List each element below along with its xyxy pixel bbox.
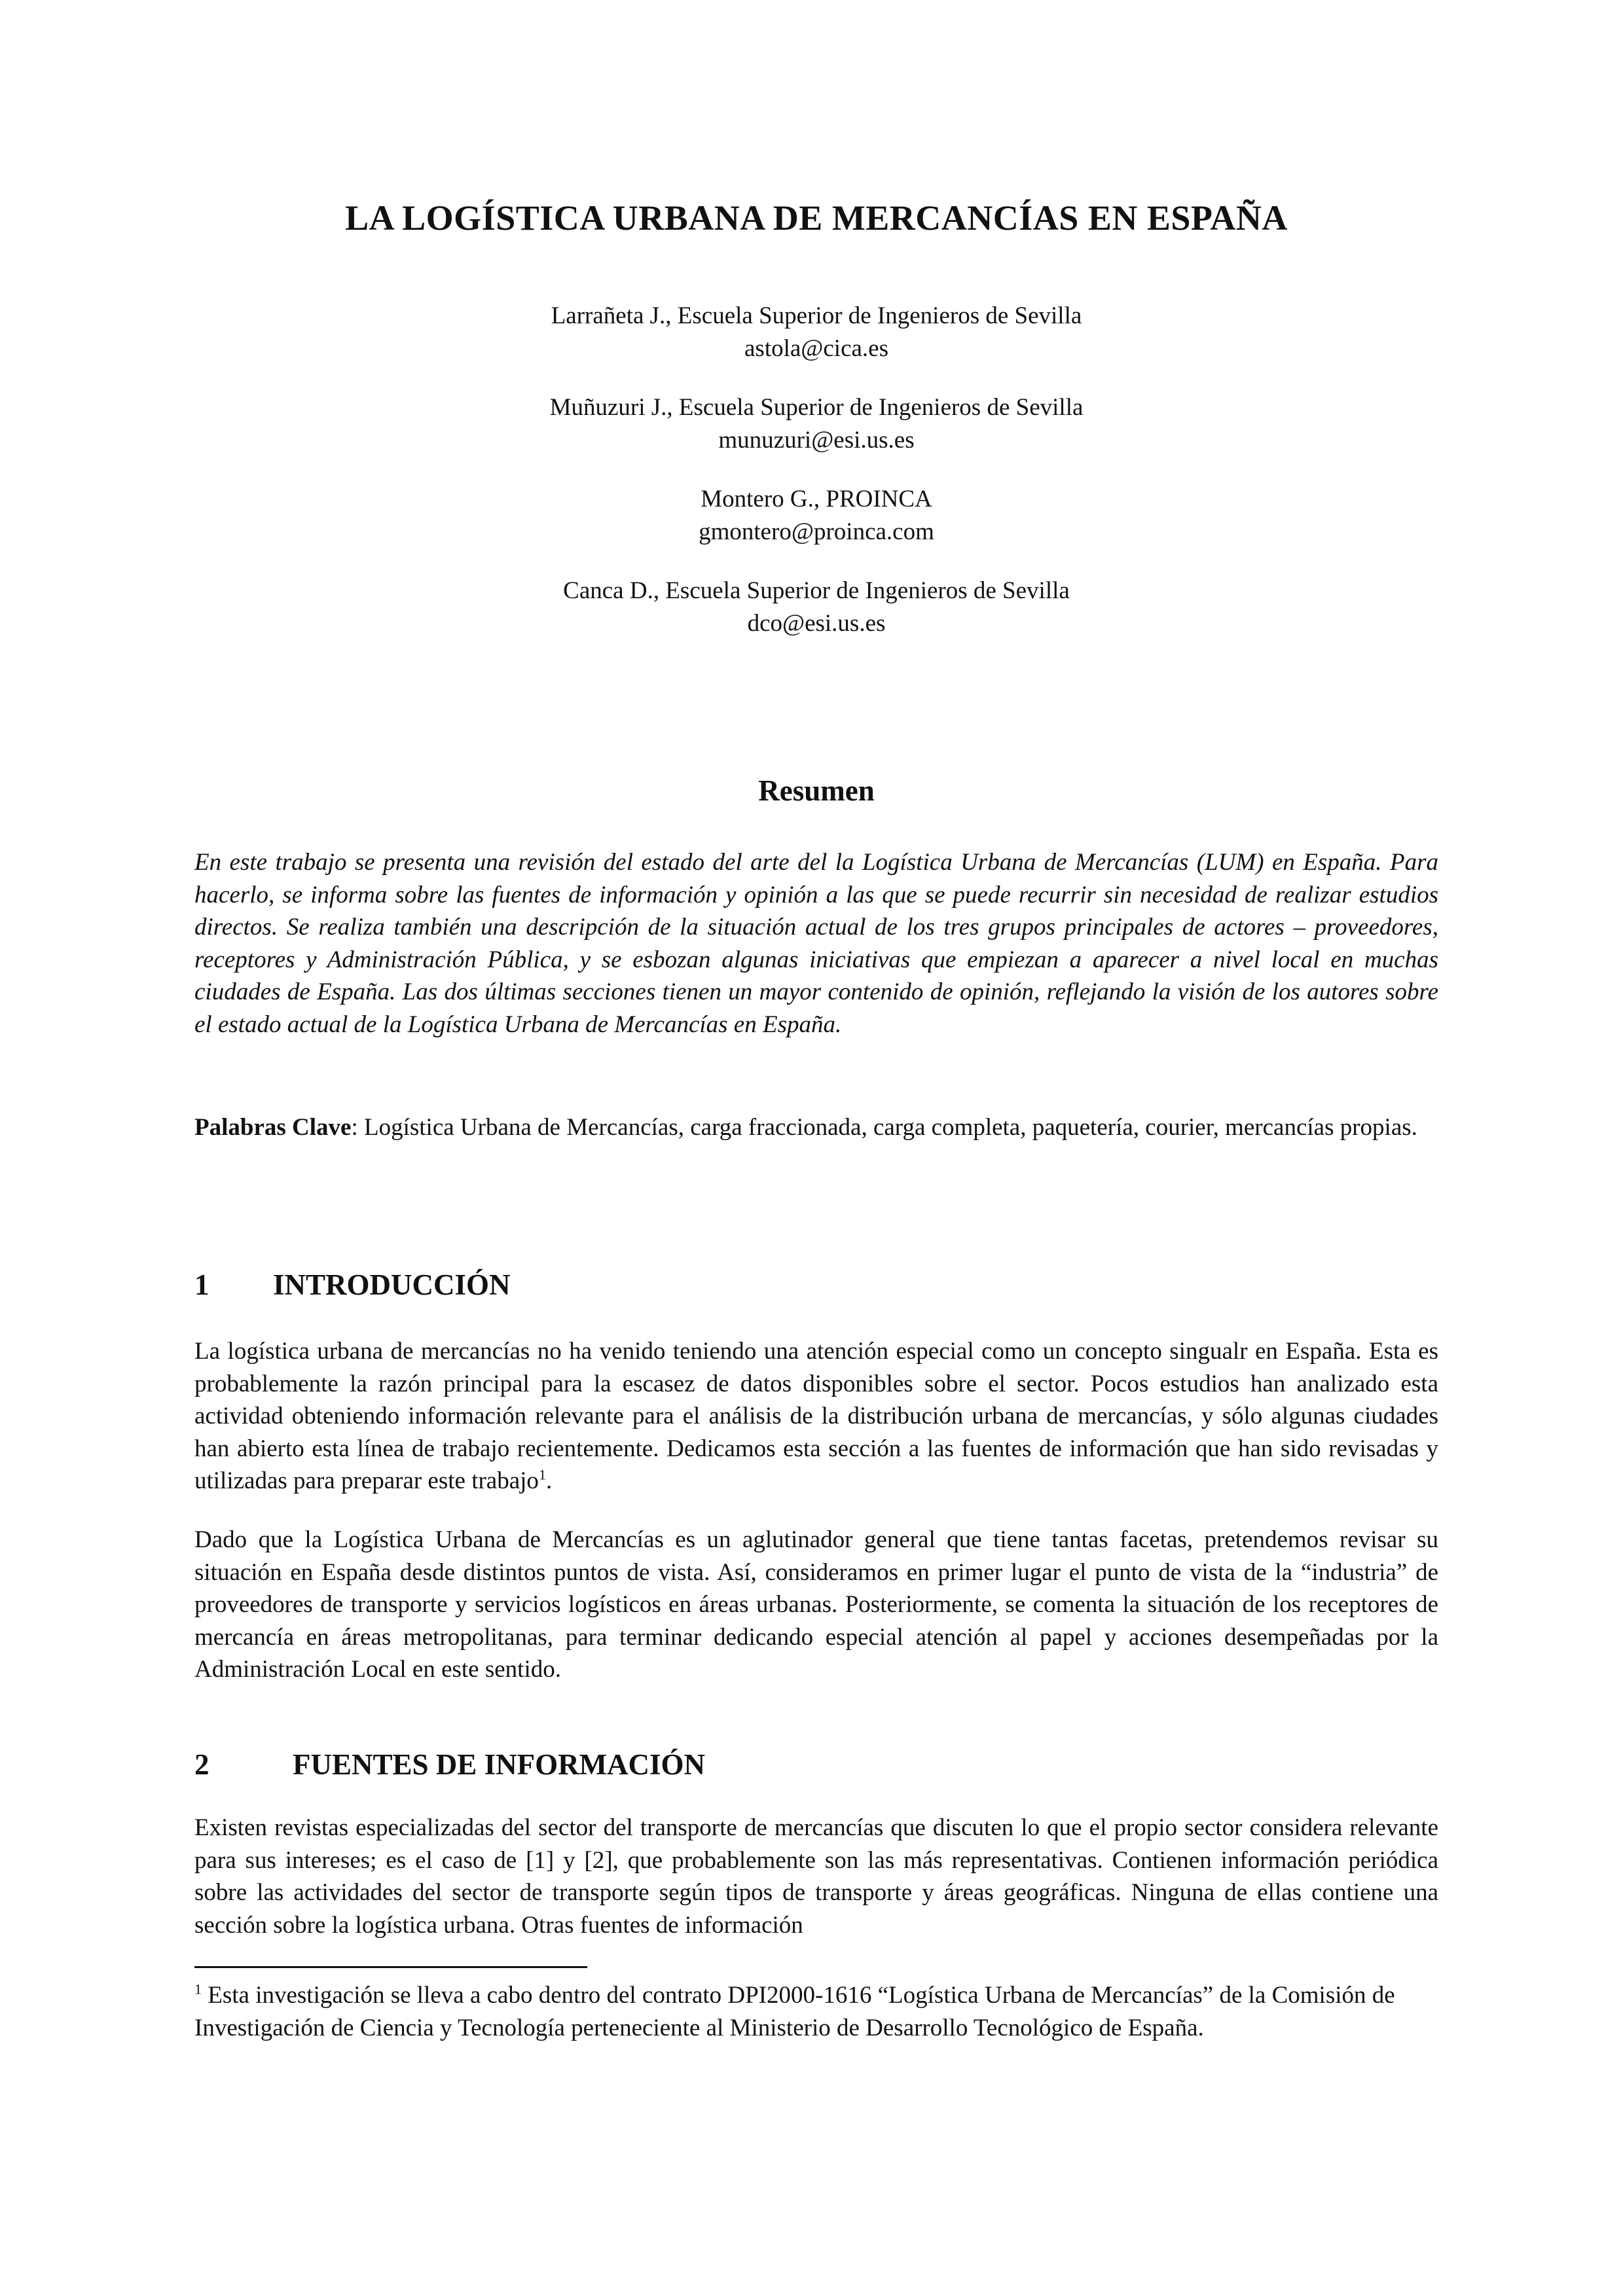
author-entry xyxy=(194,391,1438,457)
paper-title: LA LOGÍSTICA URBANA DE MERCANCÍAS EN ESPAÑA xyxy=(345,198,1288,238)
intro-paragraph-1 xyxy=(194,1335,1438,1498)
author-email: munuzuri@esi.us.es xyxy=(718,427,915,454)
author-affiliation: Muñuzuri J., Escuela Superior de Ingenieros de Sevilla xyxy=(549,394,1084,421)
section-heading-fuentes xyxy=(194,1746,1438,1783)
author-affiliation: Larrañeta J., Escuela Superior de Ingenieros de Sevilla xyxy=(551,302,1082,329)
author-list xyxy=(194,300,1438,666)
keywords-paragraph xyxy=(194,1111,1438,1144)
intro-paragraph-1-text: La logística urbana de mercancías no ha venido teniendo una atención especial como un concepto singualr en España. Esta es probablemente la razón principal para la escasez de datos disponibles sobre el sector. Pocos estudios han analizado esta actividad obteniendo información relevante para el análisis de la distribución urbana de mercancías, y sólo algunas ciudades han abierto esta línea de trabajo recientemente. Dedicamos esta sección a las fuentes de información que han sido revisadas y utilizadas para preparar este trabajo xyxy=(194,1338,1438,1494)
author-entry xyxy=(194,483,1438,548)
section-number: 1 xyxy=(194,1268,210,1301)
footnote-divider xyxy=(194,1966,587,1968)
author-affiliation: Montero G., PROINCA xyxy=(701,486,932,512)
footnote-text: Esta investigación se lleva a cabo dentro del contrato DPI2000-1616 “Logística Urbana de Mercancías” de la Comisión de Investigación de Ciencia y Tecnología perteneciente al Ministerio de Desarrollo Tecnológico de España. xyxy=(194,1982,1395,2041)
keywords-label: Palabras Clave xyxy=(194,1114,352,1141)
section-heading-introduccion xyxy=(194,1266,1438,1303)
footnote-mark: 1 xyxy=(194,1981,202,1998)
author-email: gmontero@proinca.com xyxy=(699,518,934,545)
section-title: FUENTES DE INFORMACIÓN xyxy=(293,1748,706,1781)
abstract-text: En este trabajo se presenta una revisión del estado del arte del la Logística Urbana de Mercancías (LUM) en España. Para hacerlo, se informa sobre las fuentes de información y opinión a las que se puede recurrir sin necesidad de realizar estudios directos. Se realiza también una descripción de la situación actual de los tres grupos principales de actores – proveedores, receptores y Administración Pública, y se esbozan algunas iniciativas que empiezan a aparecer a nivel local en muchas ciudades de España. Las dos últimas secciones tienen un mayor contenido de opinión, reflejando la visión de los autores sobre el estado actual de la Logística Urbana de Mercancías en España. xyxy=(194,849,1438,1038)
keywords-text: : Logística Urbana de Mercancías, carga fraccionada, carga completa, paquetería, courier, mercancías propias. xyxy=(351,1114,1417,1141)
author-entry xyxy=(194,575,1438,640)
abstract-heading: Resumen xyxy=(758,774,875,807)
intro-paragraph-1-end: . xyxy=(545,1467,553,1494)
author-affiliation: Canca D., Escuela Superior de Ingenieros de Sevilla xyxy=(563,577,1070,604)
section-title: INTRODUCCIÓN xyxy=(273,1268,511,1301)
section-number: 2 xyxy=(194,1748,210,1781)
footnote-reference: 1 xyxy=(538,1466,546,1483)
author-entry xyxy=(194,300,1438,365)
fuentes-paragraph-1: Existen revistas especializadas del sector del transporte de mercancías que discuten lo que el propio sector considera relevante para sus intereses; es el caso de [1] y [2], que probablemente son las más representativas. Contienen información periódica sobre las actividades del sector de transporte según tipos de transporte y áreas geográficas. Ninguna de ellas contiene una sección sobre la logística urbana. Otras fuentes de información xyxy=(194,1814,1438,1939)
author-email: dco@esi.us.es xyxy=(747,610,886,637)
footnote xyxy=(194,1979,1438,2044)
intro-paragraph-2: Dado que la Logística Urbana de Mercancías es un aglutinador general que tiene tantas facetas, pretendemos revisar su situación en España desde distintos puntos de vista. Así, consideramos en primer lugar el punto de vista de la “industria” de proveedores de transporte y servicios logísticos en áreas urbanas. Posteriormente, se comenta la situación de los receptores de mercancía en áreas metropolitanas, para terminar dedicando especial atención al papel y acciones desempeñadas por la Administración Local en este sentido. xyxy=(194,1526,1438,1683)
author-email: astola@cica.es xyxy=(744,335,888,362)
